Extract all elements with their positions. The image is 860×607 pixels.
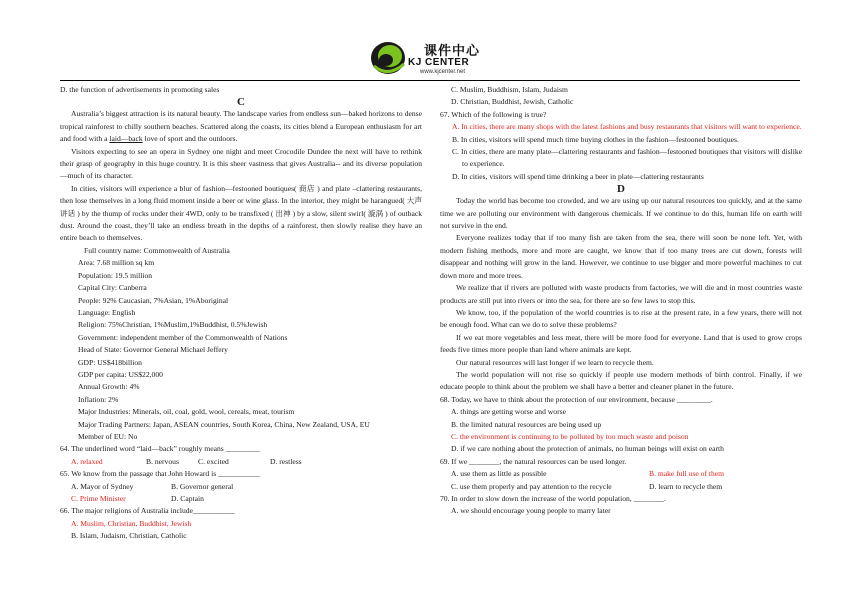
q64-option-a: A. relaxed bbox=[71, 456, 103, 466]
q69-options-cd bbox=[440, 481, 802, 493]
question-66: 66. The major religions of Australia include___________ bbox=[60, 506, 235, 516]
passage-d-para-1: Today the world has become too crowded, and we are using up our natural resources too quickly, and at the same time we are polluting our environment with dangerous chemicals. If we continue to do this, human life on earth will not survive in the end. bbox=[440, 196, 802, 231]
question-67: 67. Which of the following is true? bbox=[440, 109, 547, 119]
q68-option-a: A. things are getting worse and worse bbox=[451, 407, 566, 417]
fact-item: Major Trading Partners: Japan, ASEAN countries, South Korea, China, New Zealand, USA, EU bbox=[78, 419, 370, 429]
q65-option-a: A. Mayor of Sydney bbox=[71, 481, 134, 491]
q69-option-d: D. learn to recycle them bbox=[649, 481, 723, 491]
q68-option-d: D. if we care nothing about the protection of animals, no human beings will exist on earth bbox=[451, 444, 724, 454]
fact-item: Major Industries: Minerals, oil, coal, gold, wool, cereals, meat, tourism bbox=[78, 407, 295, 417]
fact-item: Religion: 75%Christian, 1%Muslim,1%Buddhist, 0.5%Jewish bbox=[78, 320, 268, 330]
fact-item: GDP: US$418billion bbox=[78, 357, 142, 367]
passage-c-para-1: Australia’s biggest attraction is its natural beauty. The landscape varies from endless sun—baked horizons to dense tropical rainforest to chilly southern beaches. Scattered along the coasts, its cities blend a European enthusiasm for art and food with a laid—back love of sport and the outdoors. bbox=[60, 109, 422, 144]
q64-option-b: B. nervous bbox=[146, 456, 179, 466]
q66-option-c: C. Muslim, Buddhism, Islam, Judaism bbox=[451, 85, 568, 94]
question-65: 65. We know from the passage that John Howard is ___________ bbox=[60, 469, 260, 479]
logo-en-text: KJ CENTER bbox=[408, 57, 470, 68]
passage-c-para-2: Visitors expecting to see an opera in Sydney one night and meet Crocodile Dundee the next will have to rethink their grasp of geography in this huge country. It is this sheer vastness that gives Australia-- and its diverse population—much of its character. bbox=[60, 146, 422, 181]
q64-option-d: D. restless bbox=[270, 456, 302, 466]
question-64: 64. The underlined word “laid—back” roughly means _________ bbox=[60, 444, 260, 454]
fact-item: Head of State: Governor General Michael Jeffery bbox=[78, 345, 228, 355]
q69-option-c: C. use them properly and pay attention to the recycle bbox=[451, 481, 612, 491]
fact-item: GDP per capita: US$22,000 bbox=[78, 369, 163, 379]
passage-c-para-3: In cities, visitors will experience a blur of fashion—festooned boutiques( 商店 ) and plate –clattering restaurants, then lose themselves in a long fluid moment inside a beer or wine glass. In the interior, they might be harangued( 大声讲话 ) by the thump of rocks under their 4WD, only to be transfixed ( 出神 ) by a slow, silent swirl( 漩涡 ) of outback dust. Around the coast, they’ll take an endless breath in the depths of a rainforest, then slowly realise they have an entire beach to themselves. bbox=[60, 183, 422, 243]
logo-url-text: www.kjcenter.net bbox=[420, 69, 466, 75]
fact-item: Population: 19.5 million bbox=[78, 270, 153, 280]
q65-option-b: B. Governor general bbox=[171, 481, 234, 491]
fact-item: Language: English bbox=[78, 307, 136, 317]
question-65-options-ab bbox=[60, 481, 422, 493]
q66-option-a: A. Muslim, Christian, Buddhist, Jewish bbox=[71, 518, 192, 528]
fact-item: Area: 7.68 million sq km bbox=[78, 258, 155, 268]
underlined-word: laid—back bbox=[109, 134, 143, 144]
fact-item: Government: independent member of the Commonwealth of Nations bbox=[78, 332, 288, 342]
q67-option-b: B. In cities, visitors will spend much time buying clothes in the fashion—festooned boutiques. bbox=[452, 134, 739, 144]
passage-d-para-6: Our natural resources will last longer if we learn to recycle them. bbox=[456, 357, 654, 367]
q69-option-b: B. make full use of them bbox=[649, 469, 725, 479]
passage-d-para-7: The world population will not rise so quickly if people use modern methods of birth control. Finally, if we educate people to think about the problem we shall have a better and cleaner planet in the future. bbox=[440, 369, 802, 392]
q66-option-d: D. Christian, Buddhist, Jewish, Catholic bbox=[451, 97, 574, 107]
question-64-options bbox=[60, 456, 422, 468]
fact-item: People: 92% Caucasian, 7%Asian, 1%Aboriginal bbox=[78, 295, 229, 305]
left-column bbox=[60, 84, 422, 543]
facts-list bbox=[60, 245, 422, 444]
q69-options-ab bbox=[440, 468, 802, 480]
logo-cn-text: 课件中心 bbox=[424, 44, 481, 59]
passage-d-para-2: Everyone realizes today that if too many fish are taken from the sea, there will soon be none left. Yet, with modern fishing methods, more and more are caught, we know that if too many trees are cut down, forests will disappear and nothing will grow in the land. However, we continue to use bigger and more powerful machines to cut down more and more trees. bbox=[440, 233, 802, 280]
question-69: 69. If we ________, the natural resources can be used longer. bbox=[440, 456, 627, 466]
q67-option-d: D. In cities, visitors will spend time drinking a beer in plate—clattering restaurants bbox=[452, 171, 704, 181]
passage-d-para-3: We realize that if rivers are polluted with waste products from factories, we will die and in most countries waste products are still put into rivers or into the sea, for there are so few laws to stop this. bbox=[440, 283, 802, 305]
q67-option-c: C. In cities, there are many plate—clattering restaurants and fashion—festooned boutiques that visitors will dislike to experience. bbox=[452, 147, 802, 169]
q67-option-a: A. In cities, there are many shops with the latest fashions and busy restaurants that visitors will want to experience. bbox=[452, 122, 802, 132]
question-65-options-cd bbox=[60, 493, 422, 505]
q68-option-b: B. the limited natural resources are being used up bbox=[451, 419, 602, 429]
fact-item: Full country name: Commonwealth of Australia bbox=[84, 245, 230, 255]
q70-option-a: A. we should encourage young people to marry later bbox=[451, 506, 611, 516]
section-c-heading: C bbox=[237, 96, 245, 109]
q65-option-c: C. Prime Minister bbox=[71, 494, 126, 503]
fact-item: Capital City: Canberra bbox=[78, 283, 147, 293]
passage-d-para-5: If we eat more vegetables and less meat, there will be more food for everyone. Land that is used to grow crops feeds five times more people than land where animals are kept. bbox=[440, 332, 802, 355]
q65-option-d: D. Captain bbox=[171, 494, 204, 503]
question-68: 68. Today, we have to think about the protection of our environment, because _________. bbox=[440, 394, 713, 404]
q64-option-c: C. excited bbox=[198, 456, 229, 466]
passage-d-para-4: We know, too, if the population of the world countries is to rise at the present rate, in a few years, there will not be enough food. What can we do to solve these problems? bbox=[440, 307, 802, 330]
fact-item: Inflation: 2% bbox=[78, 394, 119, 404]
q69-option-a: A. use them as little as possible bbox=[451, 469, 547, 479]
q66-option-b: B. Islam, Judaism, Christian, Catholic bbox=[71, 531, 187, 541]
fact-item: Annual Growth: 4% bbox=[78, 382, 140, 392]
prev-option: D. the function of advertisements in promoting sales bbox=[60, 85, 220, 94]
question-70: 70. In order to slow down the increase of the world population, ________. bbox=[440, 494, 666, 503]
header-rule bbox=[60, 80, 800, 81]
fact-item: Member of EU: No bbox=[78, 431, 138, 441]
q68-option-c: C. the environment is continuing to be polluted by too much waste and poison bbox=[451, 431, 689, 441]
right-column bbox=[440, 84, 802, 518]
section-d-heading: D bbox=[617, 183, 625, 196]
